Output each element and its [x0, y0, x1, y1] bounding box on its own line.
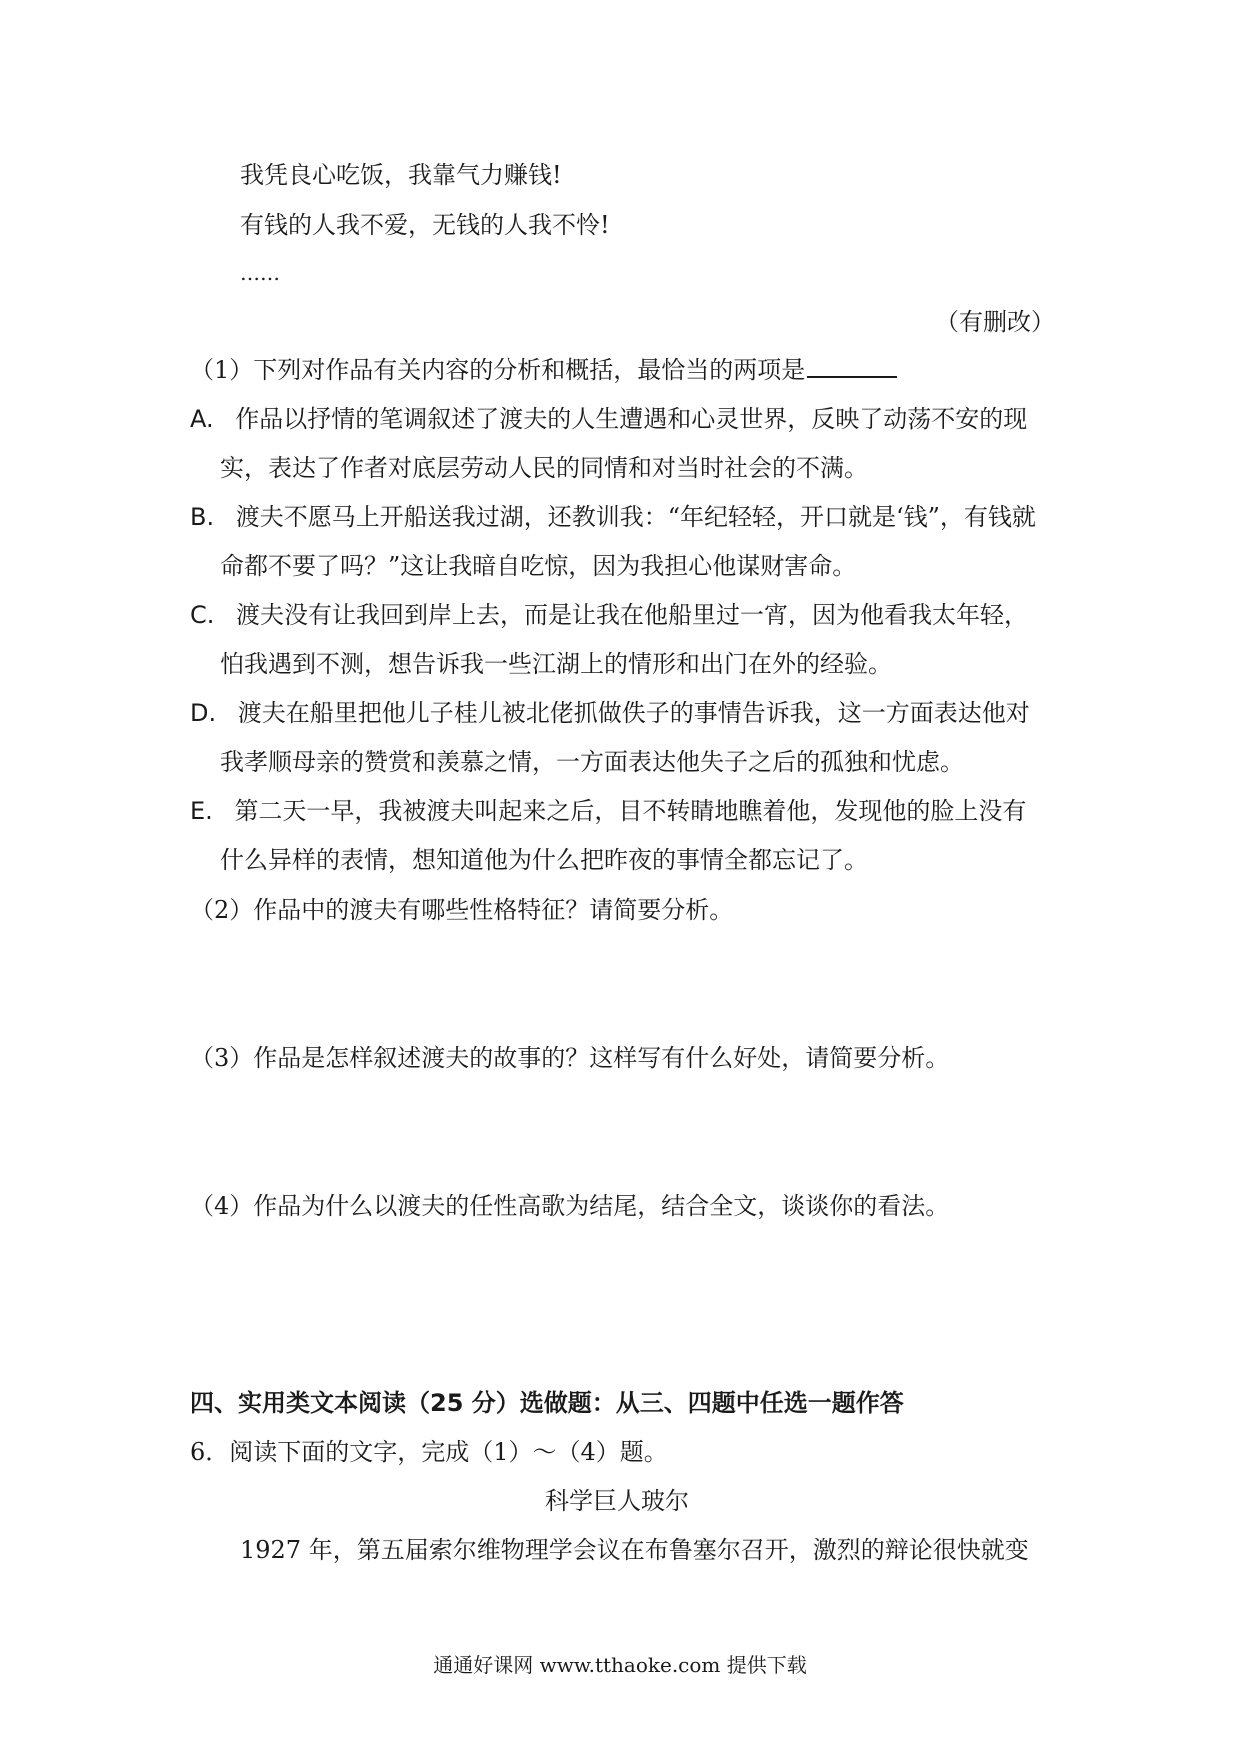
- edit-note: （有删改）: [935, 308, 1055, 336]
- option-b-label: B.: [190, 503, 215, 531]
- option-c-line-1: [190, 600, 1028, 630]
- poem-line-2: 有钱的人我不爱，无钱的人我不怜!: [240, 211, 610, 239]
- poem-ellipsis: ……: [240, 261, 280, 285]
- poem-line-1: 我凭良心吃饭，我靠气力赚钱!: [240, 161, 562, 189]
- question-3: （3）作品是怎样叙述渡夫的故事的？这样写有什么好处，请简要分析。: [190, 1044, 950, 1072]
- option-b-line-1: [190, 502, 1036, 532]
- option-a-text-1: 作品以抒情的笔调叙述了渡夫的人生遭遇和心灵世界，反映了动荡不安的现: [235, 405, 1028, 433]
- question-1-text: （1）下列对作品有关内容的分析和概括，最恰当的两项是: [190, 356, 806, 384]
- option-b-line-2: 命都不要了吗？”这让我暗自吃惊，因为我担心他谋财害命。: [220, 552, 857, 580]
- option-e-line-1: [190, 796, 1026, 826]
- question-4: （4）作品为什么以渡夫的任性高歌为结尾，结合全文，谈谈你的看法。: [190, 1192, 950, 1220]
- option-a-label: A.: [190, 405, 214, 433]
- article-first-line: 1927 年，第五届索尔维物理学会议在布鲁塞尔召开，激烈的辩论很快就变: [240, 1536, 1029, 1564]
- option-a-line-2: 实，表达了作者对底层劳动人民的同情和对当时社会的不满。: [220, 454, 868, 482]
- option-e-text-1: 第二天一早，我被渡夫叫起来之后，目不转睛地瞧着他，发现他的脸上没有: [234, 797, 1027, 825]
- option-d-text-1: 渡夫在船里把他儿子桂儿被北佬抓做佚子的事情告诉我，这一方面表达他对: [237, 699, 1030, 727]
- option-d-line-2: 我孝顺母亲的赞赏和羡慕之情，一方面表达他失子之后的孤独和忧虑。: [220, 748, 964, 776]
- option-c-line-2: 怕我遇到不测，想告诉我一些江湖上的情形和出门在外的经验。: [220, 650, 892, 678]
- option-e-label: E.: [190, 797, 213, 825]
- question-1-stem: [190, 355, 897, 385]
- answer-blank: [807, 356, 897, 378]
- question-6-instruction: 6．阅读下面的文字，完成（1）～（4）题。: [190, 1438, 668, 1466]
- option-a-line-1: [190, 404, 1027, 434]
- page-footer: 通通好课网 www.tthaoke.com 提供下载: [433, 1653, 807, 1677]
- option-d-label: D.: [190, 699, 217, 727]
- option-c-text-1: 渡夫没有让我回到岸上去，而是让我在他船里过一宵，因为他看我太年轻，: [236, 601, 1029, 629]
- option-b-text-1: 渡夫不愿马上开船送我过湖，还教训我：“年纪轻轻，开口就是‘钱”，有钱就: [235, 503, 1036, 531]
- option-e-line-2: 什么异样的表情，想知道他为什么把昨夜的事情全都忘记了。: [220, 846, 868, 874]
- option-d-line-1: [190, 698, 1030, 728]
- section-4-heading: 四、实用类文本阅读（25 分）选做题：从三、四题中任选一题作答: [190, 1389, 904, 1417]
- question-2: （2）作品中的渡夫有哪些性格特征？请简要分析。: [190, 896, 734, 924]
- option-c-label: C.: [190, 601, 215, 629]
- article-title: 科学巨人玻尔: [545, 1487, 689, 1515]
